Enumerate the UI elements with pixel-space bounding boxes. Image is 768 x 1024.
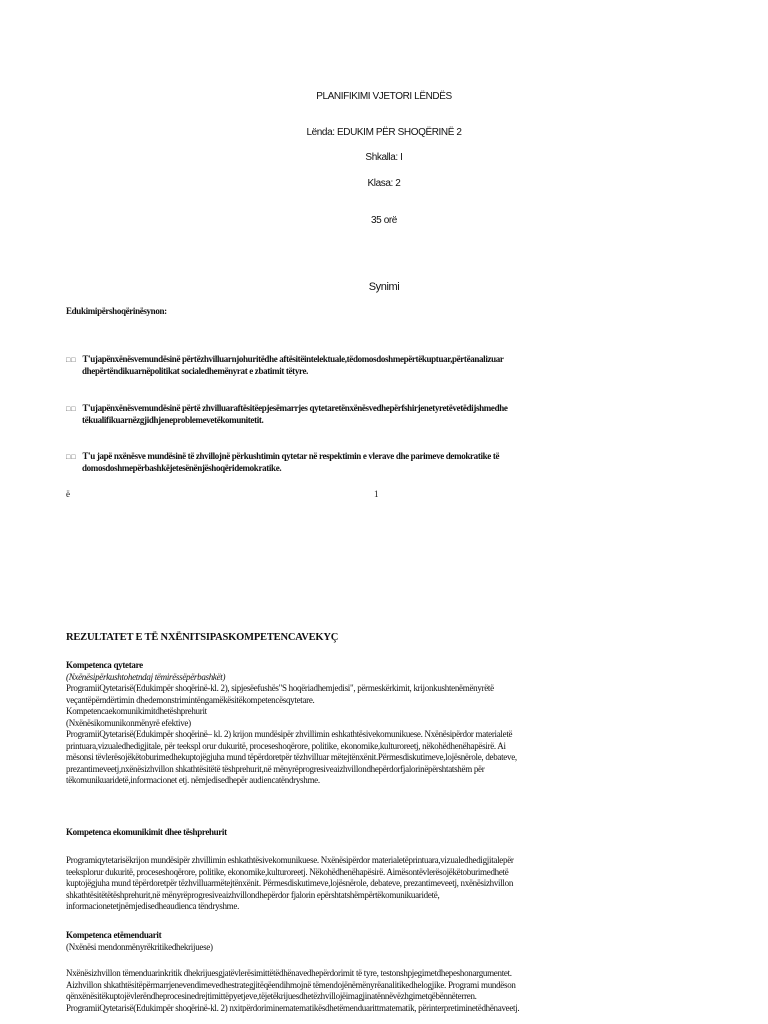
- bullet-marker: □□: [66, 405, 77, 413]
- bullet-text: T'u japë nxënësve mundësinë të zhvillojnë përkushtimin qytetar në respektimin e vlerave dhe parimeve demokratike të: [82, 451, 500, 461]
- section-title: Kompetenca qytetare: [66, 660, 143, 670]
- section-line: Programiqytetarisëkrijon mundësipër zhvillimin eshkathtësivekomunikuese. Nxënësipërdor materialetëprintuara,vizualedhedigjitalepër: [66, 855, 514, 865]
- document-title: PLANIFIKIMI VJETORI LËNDËS: [316, 91, 452, 102]
- section-line: informacionetetjnëmjedisedheaudienca tëndryshme.: [66, 901, 240, 911]
- section-civic-competence: [66, 660, 716, 787]
- bullet-text: T'ujapënxënësvemundësinë përtëzhvilluarnjohuritëdhe aftësitëintelektuale,tëdomosdoshmepërtëkuptuar,përtëanalizuar: [82, 354, 504, 364]
- page-number: 1: [374, 489, 379, 499]
- section-line: Aizhvillon shkathtësitëpërmarrjenevendimevedhestrategjitëqëendihmojnë tëmendojënëmënyrëanalitikedhelogjike. Programi mundëson: [66, 979, 516, 990]
- section-thinking-header: [66, 930, 716, 953]
- bullet-marker: □□: [66, 356, 77, 364]
- section-title: Kompetencaekomunikimitdhetëshprehurit: [66, 706, 207, 716]
- bullet-marker: □□: [66, 453, 77, 461]
- section-line: tëkomunikuaridetë,informacionet etj. nëmjedisedhepër audiencatëndryshme.: [66, 775, 320, 785]
- synimi-bullet-1-cont: dhepërtëndikuarnëpolitikat socialedhemënyrat e zbatimit tëtyre.: [82, 366, 309, 376]
- section-subtitle: (Nxënësi mendonmënyrëkritikedhekrijuese): [66, 941, 213, 952]
- synimi-bullet-2: [66, 403, 508, 413]
- section-line: kuptojëgjuha mund tëpërdoretpër tëzhvilluarmëtejtënxënit. Përmesdiskutimeve,lojësnërole, debateve, prezantimeveetj, nxënësizhvillon: [66, 878, 514, 888]
- section-line: teeksplorur dukuritë, proceseshoqërore, politike, ekonomike,kulturoreetj. Nëkohëdhenëhapësirë. Aimësontëvlerësojëkëtoburimedhetë: [66, 866, 509, 877]
- bullet-text: T'ujapënxënësvemundësinë përtë zhvilluaraftësitëepjesëmarrjes qytetaretënxënësvedhepërfshirjenetyretëvetëdijshmedhe: [82, 403, 508, 413]
- synimi-bullet-3-cont: domosdoshmepërbashkëjetesënënjëshoqëridemokratike.: [82, 463, 282, 473]
- section-line: veçantëpërndërtimin dhedemonstrimintëngamëkësitëkompetencësqytetare.: [66, 694, 315, 705]
- synimi-bullet-3: [66, 451, 499, 461]
- section-line: printuara,vizualedhedigjitale, për teekspl orur dukuritë, proceseshoqërore, politike, ekonomike,kulturoreetj, nëkohëdhenëhapësirë. Ai: [66, 740, 506, 751]
- results-heading: REZULTATET E TË NXËNITSIPASKOMPETENCAVEKYÇ: [66, 632, 339, 643]
- section-communication: [66, 855, 716, 913]
- section-line: Nxënësizhvillon tëmenduarinkritik dhekrijuesgjatëvlerësimittëtëdhënavedhepërdorimit të tyre, testonshpjegimetdhepeshonargumentet.: [66, 968, 512, 978]
- synimi-intro: Edukimipërshoqërinësynon:: [66, 306, 167, 316]
- section-line: shkathtësitëtëtëshprehurit,në mënyrëprogresiveaizhvillondhepërdor fjalorin epërshtatshëmpërtëkomunikuaridetë,: [66, 889, 440, 900]
- section-line: ProgramiiQytetarisë(Edukimpër shoqërinë-kl. 2), sipjesëefushës"S hoqëriadhemjedisi", përmeskërkimit, krijonkushtenëmënyrëtë: [66, 683, 494, 693]
- section-title: Kompetenca etëmenduarit: [66, 930, 162, 940]
- subject-line: Lënda: EDUKIM PËR SHOQËRINË 2: [306, 127, 462, 138]
- section-thinking: [66, 968, 716, 1014]
- synimi-bullet-2-cont: tëkualifikuarnëzgjidhjeneproblemevetëkomunitetit.: [82, 415, 264, 425]
- grade-scale-line: Shkalla: I: [365, 152, 403, 163]
- section-line: qënxënësitëkuptojëvlerëndheprocesinedrejtimittëpyetjeve,tëjetëkrijuesdhetëzhvillojëimagjinatënnëvëzhgimetqëbënnëterren.: [66, 991, 477, 1001]
- section-subtitle: (Nxënësipërkushtohetndaj tëmirëssëpërbashkët): [66, 671, 226, 682]
- synimi-heading: Synimi: [368, 281, 400, 293]
- class-line: Klasa: 2: [367, 178, 401, 189]
- communication-heading: Kompetenca ekomunikimit dhee tëshprehurit: [66, 827, 227, 837]
- section-line: prezantimeveetj,nxënësizhvillon shkathtësitëtë tëshprehurit,në mënyrëprogresiveaizhvillondhepërdorfjalorinëpërshtatshëm për: [66, 763, 485, 774]
- footer-mark: ë: [66, 489, 70, 499]
- section-line: mësonsi tëvlerësojëkëtoburimedhekuptojëgjuha mund tëpërdoretpër tëzhvilluar mëtejtënxënit.Përmesdiskutimeve,lojësnërole, debateve,: [66, 752, 517, 762]
- section-subtitle: (Nxënësikomunikonmënyrë efektive): [66, 717, 191, 728]
- synimi-bullet-1: [66, 354, 504, 364]
- hours-line: 35 orë: [371, 215, 397, 226]
- section-line: ProgramiiQytetarisë(Edukimpër shoqërinë-kl. 2) nxitpërdoriminematematikësdhetëmenduarittmatematik, përinterpretiminetëdhënaveetj.: [66, 1002, 520, 1013]
- section-line: ProgramiiQytetarisë(Edukimpër shoqërinë– kl. 2) krijon mundësipër zhvillimin eshkathtësivekomunikuese. Nxënësipërdor materialetë: [66, 729, 513, 739]
